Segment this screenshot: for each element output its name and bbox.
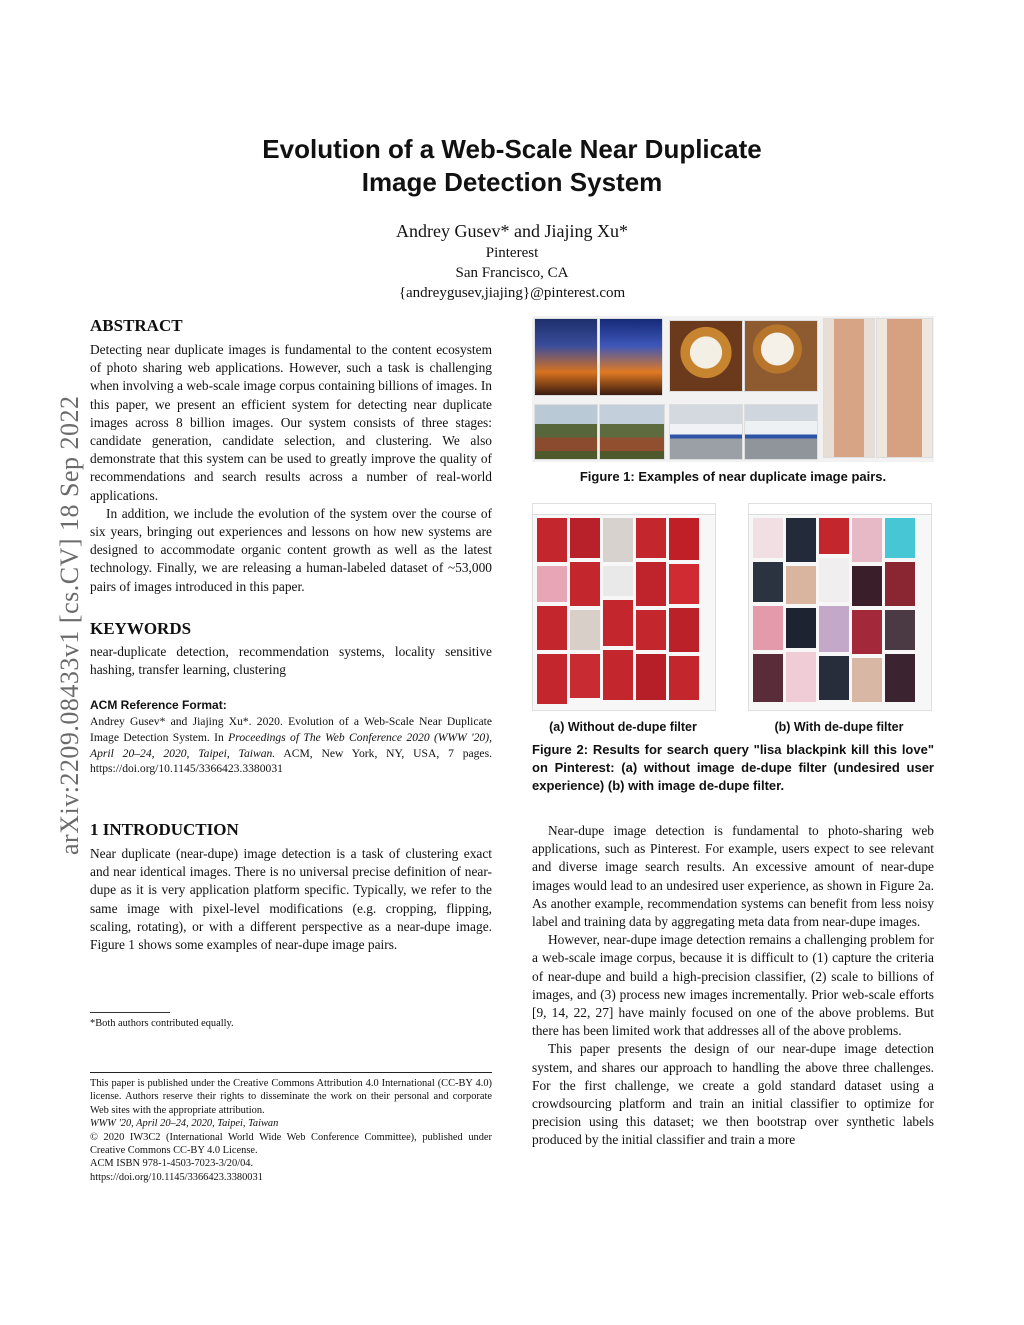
license-text: This paper is published under the Creative Commons Attribution 4.0 International (CC-BY 4.0) license. Authors reserve their rights to disseminate the work on their personal and corporate Web sites with the appropriate attribution.	[90, 1078, 492, 1116]
pin-tile	[852, 658, 882, 702]
figure-2b-screenshot	[748, 503, 932, 711]
dumpling-image-a	[669, 320, 743, 392]
figure-2a-screenshot	[532, 503, 716, 711]
pin-tile	[570, 610, 600, 650]
pin-tile	[786, 608, 816, 648]
license-rule	[90, 1072, 492, 1073]
acm-ref-line2: ACM, New York, NY, USA, 7 pages. https://doi.org/10.1145/3366423.3380031	[90, 746, 492, 776]
title-line-1: Evolution of a Web-Scale Near Duplicate	[262, 134, 762, 164]
pin-tile	[852, 518, 882, 562]
keywords-text: near-duplicate detection, recommendation systems, locality sensitive hashing, transfer learning, clustering	[90, 644, 492, 678]
license-isbn: ACM ISBN 978-1-4503-7023-3/20/04.	[90, 1158, 254, 1170]
pin-tile	[786, 652, 816, 702]
pin-tile	[570, 654, 600, 698]
pin-tile	[537, 606, 567, 650]
author-email: {andreygusev,jiajing}@pinterest.com	[398, 285, 626, 301]
abstract-body	[90, 341, 492, 596]
pin-tile	[786, 518, 816, 562]
pin-tile	[669, 518, 699, 560]
pin-tile	[852, 610, 882, 654]
abstract-paragraph-1: Detecting near duplicate images is fundamental to the content ecosystem of photo sharing web applications. However, such a task is challenging when involving a web-scale image corpus containing billions of images. In this paper, we present an efficient system for detecting near duplicate images across 8 billion images. Our system consists of three stages: candidate generation, candidate selection, and clustering. We also demonstrate that this system can be used to greatly improve the quality of recommendations and search results across a number of real-world applications.	[90, 342, 492, 503]
pin-tile	[636, 654, 666, 700]
pin-tile	[885, 562, 915, 606]
pin-tile	[852, 566, 882, 606]
truck-image-a	[534, 404, 598, 460]
abstract-paragraph-2: In addition, we include the evolution of the system over the course of six years, bringing out experiences and lessons on how new systems are designed to accommodate organic content growth as well as the latest technology. Finally, we are releasing a human-labeled dataset of ~53,000 pairs of images introduced in this paper.	[90, 505, 492, 594]
intro-paragraph-1: Near duplicate (near-dupe) image detection is a task of clustering exact and near identical images. There is no universal precise definition of near-dupe as it is very application platform specific. Typically, we refer to the same image with pixel-level modifications (e.g. cropping, flipping, scaling, rotating), or with a different perspective as a near-dupe image. Figure 1 shows some examples of near-dupe image pairs.	[90, 846, 492, 953]
right-paragraph-2: However, near-dupe image detection remains a challenging problem for a web-scale image corpus, because it is difficult to (1) capture the criteria of near-dupe and build a high-precision classifier, (2) scale to billions of images, and (3) process new images incrementally. Prior web-scale efforts [9, 14, 22, 27] have mainly focused on one of the above problems. But there has been limited work that addresses all of the above problems.	[532, 932, 934, 1039]
license-block	[90, 1077, 492, 1184]
pagoda-image-b	[599, 318, 663, 396]
pin-tile	[636, 610, 666, 650]
pin-tile	[753, 518, 783, 558]
pin-tile	[669, 564, 699, 604]
coat-image-b	[876, 318, 933, 458]
paper-title	[0, 133, 1024, 199]
acm-ref-heading: ACM Reference Format:	[90, 698, 227, 712]
keywords-heading: KEYWORDS	[90, 619, 192, 638]
search-bar-b	[749, 504, 931, 515]
license-doi: https://doi.org/10.1145/3366423.3380031	[90, 1171, 263, 1183]
pin-tile	[885, 518, 915, 558]
pin-tile	[537, 654, 567, 704]
arxiv-side-stamp: arXiv:2209.08433v1 [cs.CV] 18 Sep 2022	[55, 395, 84, 855]
figure-2a-label: (a) Without de-dupe filter	[549, 720, 697, 734]
right-column-body	[532, 822, 934, 1150]
pin-tile	[603, 650, 633, 700]
pin-tile	[570, 562, 600, 606]
pin-tile	[603, 566, 633, 596]
pin-tile	[753, 654, 783, 702]
pin-tile	[636, 518, 666, 558]
coat-image-a	[823, 318, 875, 458]
pin-tile	[603, 600, 633, 646]
acm-ref-line1: Andrey Gusev* and Jiajing Xu*. 2020. Evolution of a Web-Scale Near Duplicate Image Detection System. In	[90, 715, 492, 744]
section-1-heading: 1 INTRODUCTION	[90, 820, 239, 839]
pin-tile	[753, 562, 783, 602]
figure-2b-label: (b) With de-dupe filter	[774, 720, 904, 734]
pin-tile	[669, 608, 699, 652]
search-bar-a	[533, 504, 715, 515]
truck-image-b	[599, 404, 665, 460]
right-paragraph-3: This paper presents the design of our near-dupe image detection system, and shares our approach to handling the above three challenges. For the first challenge, we create a gold standard dataset using a crowdsourcing platform and train an initial classifier to optimize for precision using this dataset; we then bootstrap over synthetic labels produced by the initial classifier and train a more	[532, 1041, 934, 1148]
authors: Andrey Gusev* and Jiajing Xu*	[396, 221, 628, 241]
train-image-b	[744, 404, 818, 460]
abstract-heading: ABSTRACT	[90, 316, 183, 335]
pin-tile	[753, 606, 783, 650]
right-paragraph-1: Near-dupe image detection is fundamental to photo-sharing web applications, such as Pinterest. For example, users expect to see relevant and diverse image search results. An excessive amount of near-dupe images would lead to an undesired user experience, as shown in Figure 2a. As another example, recommendation systems can benefit from less noisy label and training data by aggregating meta data from near-dupe images.	[532, 823, 934, 930]
pin-tile	[819, 518, 849, 554]
pin-tile	[636, 562, 666, 606]
license-venue: WWW '20, April 20–24, 2020, Taipei, Taiwan	[90, 1118, 279, 1130]
pagoda-image-a	[534, 318, 598, 396]
title-line-2: Image Detection System	[361, 167, 663, 197]
footnote: *Both authors contributed equally.	[90, 1018, 234, 1029]
pin-tile	[669, 656, 699, 700]
acm-ref-body	[90, 714, 492, 777]
dumpling-image-b	[744, 320, 818, 392]
pin-tile	[786, 566, 816, 604]
pin-tile	[885, 654, 915, 702]
figure-1-image-grid	[532, 316, 934, 462]
footnote-rule	[90, 1012, 170, 1013]
figure-2-caption: Figure 2: Results for search query "lisa blackpink kill this love" on Pinterest: (a) without image de-dupe filter (undesired user experience) (b) with image de-dupe filter.	[532, 742, 934, 793]
license-copyright: © 2020 IW3C2 (International World Wide Web Conference Committee), published under Creative Commons CC-BY 4.0 License.	[90, 1131, 492, 1157]
pin-tile	[819, 606, 849, 652]
affiliation-location: San Francisco, CA	[455, 265, 569, 281]
train-image-a	[669, 404, 743, 460]
pin-tile	[570, 518, 600, 558]
pin-tile	[819, 558, 849, 602]
pin-tile	[603, 518, 633, 562]
acm-ref-venue: Proceedings of The Web Conference 2020 (WWW '20), April 20–24, 2020, Taipei, Taiwan.	[90, 730, 492, 760]
pin-tile	[885, 610, 915, 650]
pin-tile	[819, 656, 849, 700]
figure-1-caption: Figure 1: Examples of near duplicate image pairs.	[579, 469, 887, 484]
affiliation-org: Pinterest	[485, 245, 539, 261]
pin-tile	[537, 518, 567, 562]
pin-tile	[537, 566, 567, 602]
